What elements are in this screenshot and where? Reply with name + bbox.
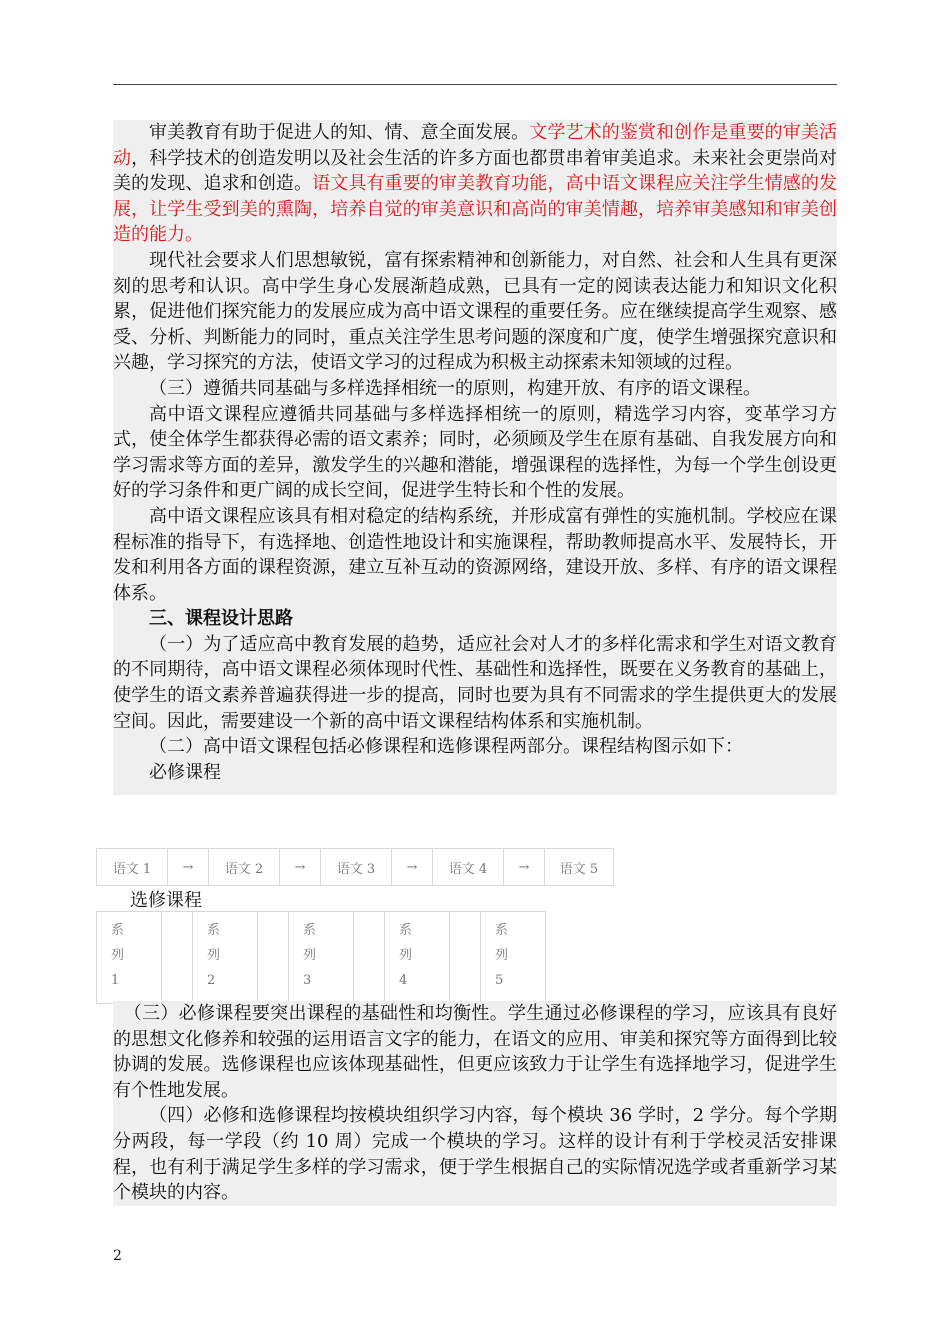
paragraph-common-basis: 高中语文课程应遵循共同基础与多样选择相统一的原则，精选学习内容，变革学习方式，使全体学生都获得必需的语文素养；同时，必须顾及学生在原有基础、自我发展方向和学习需求等方面的差异，激发学生的兴趣和潜能，增强课程的选择性，为每一个学生创设更好的学习条件和更广阔的成长空间，促进学生特长和个性的发展。 [113, 403, 837, 502]
series-box: 系 列 3 [289, 912, 354, 1004]
required-course-diagram [96, 848, 614, 886]
paragraph-principle-3: （三）遵循共同基础与多样选择相统一的原则，构建开放、有序的语文课程。 [149, 377, 761, 399]
paragraph-structure-system: 高中语文课程应该具有相对稳定的结构系统，并形成富有弹性的实施机制。学校应在课程标准的指导下，有选择地、创造性地设计和实施课程，帮助教师提高水平、发展特长，开发和利用各方面的课程资源，建立互补互动的资源网络，建设开放、多样、有序的语文课程体系。 [113, 505, 837, 604]
series-box: 系 列 5 [481, 912, 546, 1004]
paragraph-modules: （四）必修和选修课程均按模块组织学习内容，每个模块 36 学时，2 学分。每个学期分两段，每一学段（约 10 周）完成一个模块的学习。这样的设计有利于学校灵活安排课程，也有利于满足学生多样的学习需求，便于学生根据自己的实际情况选学或者重新学习某个模块的内容。 [113, 1105, 837, 1204]
elective-course-label: 选修课程 [130, 890, 202, 911]
module-box: 语文 3 [321, 849, 392, 886]
paragraph-design-2: （二）高中语文课程包括必修课程和选修课程两部分。课程结构图示如下： [149, 736, 743, 758]
module-box: 语文 1 [97, 849, 168, 886]
module-box: 语文 2 [209, 849, 280, 886]
paragraph-required-courses: （三）必修课程要突出课程的基础性和均衡性。学生通过必修课程的学习，应该具有良好的思想文化修养和较强的运用语言文字的能力，在语文的应用、审美和探究等方面得到比较协调的发展。选修课程也应该体现基础性，但更应该致力于让学生有选择地学习，促进学生有个性地发展。 [113, 1003, 837, 1101]
paragraph-aesthetic [113, 120, 837, 248]
document-body [113, 120, 837, 795]
paragraph-exploration: 现代社会要求人们思想敏锐，富有探索精神和创新能力，对自然、社会和人生具有更深刻的思考和认识。高中学生身心发展渐趋成熟，已具有一定的阅读表达能力和知识文化积累，促进他们探究能力的发展应成为高中语文课程的重要任务。应在继续提高学生观察、感受、分析、判断能力的同时，重点关注学生思考问题的深度和广度，使学生增强探究意识和兴趣，学习探究的方法，使语文学习的过程成为积极主动探索未知领域的过程。 [113, 249, 837, 374]
arrow-icon: → [280, 849, 321, 886]
arrow-icon: → [504, 849, 545, 886]
header-rule [113, 84, 837, 85]
text-run: ，科学技术的创造发明以及社会生活的许多方面也都贯串着审美追求。未来社会更崇尚对美的发现、追求和创造。 [113, 147, 838, 195]
spacer-cell [162, 912, 193, 1004]
required-course-label: 必修课程 [149, 761, 221, 783]
series-box: 系 列 4 [385, 912, 450, 1004]
highlight-run: 语文具有重要的审美教育功能，高中语文课程应关注学生情感的发展，让学生受到美的熏陶，培养自觉的审美意识和高尚的审美情趣，培养审美感知和审美创造的能力。 [113, 173, 838, 246]
arrow-icon: → [168, 849, 209, 886]
text-run: 审美教育有助于促进人的知、情、意全面发展。 [149, 122, 530, 143]
page-number: 2 [113, 1248, 122, 1264]
highlight-run: 文学艺术的鉴赏和创作是重要的审美活动 [113, 122, 838, 169]
spacer-cell [258, 912, 289, 1004]
module-box: 语文 5 [545, 849, 614, 886]
module-box: 语文 4 [433, 849, 504, 886]
section-heading: 三、课程设计思路 [149, 608, 293, 630]
spacer-cell [450, 912, 481, 1004]
spacer-cell [354, 912, 385, 1004]
elective-course-diagram [96, 911, 546, 1004]
paragraph-design-1: （一）为了适应高中教育发展的趋势，适应社会对人才的多样化需求和学生对语文教育的不同期待，高中语文课程必须体现时代性、基础性和选择性，既要在义务教育的基础上，使学生的语文素养普遍获得进一步的提高，同时也要为具有不同需求的学生提供更大的发展空间。因此，需要建设一个新的高中语文课程结构体系和实施机制。 [113, 633, 837, 732]
series-box: 系 列 1 [97, 912, 162, 1004]
document-body-continued [113, 1001, 837, 1206]
series-box: 系 列 2 [193, 912, 258, 1004]
arrow-icon: → [392, 849, 433, 886]
